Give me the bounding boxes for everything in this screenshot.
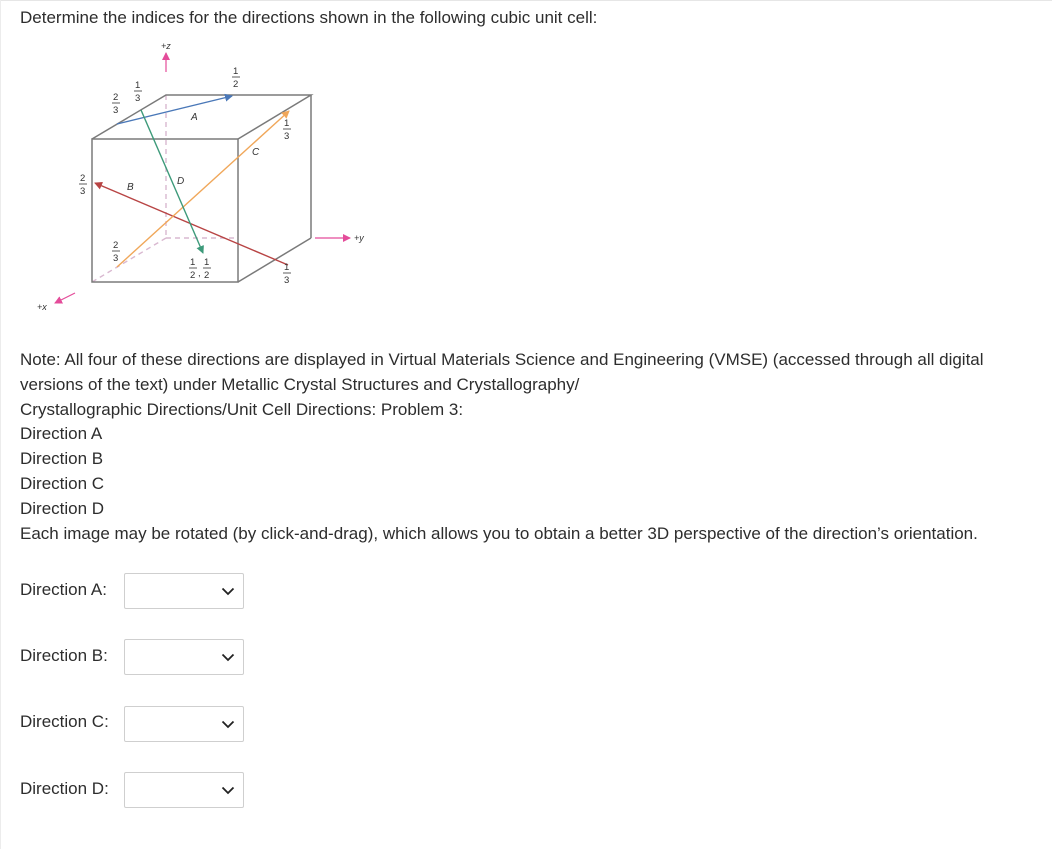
fraction-top-left-2-3 [112,92,120,116]
y-axis-label: +y [354,233,364,243]
fraction-denominator: 2 [233,79,239,90]
fraction-numerator: 2 [113,240,119,251]
direction-c-label: C [252,147,260,158]
direction-b-select[interactable] [124,639,244,675]
fraction-numerator: 1 [135,80,141,91]
fraction-denominator: 3 [284,275,290,286]
direction-c-select[interactable] [124,706,244,742]
left-border [0,0,1,849]
fraction-denominator: 3 [80,186,86,197]
fraction-top-half [232,66,240,90]
fraction-numerator: 2 [113,92,119,103]
direction-d-label: D [177,176,185,187]
fraction-numerator: 1 [284,118,290,129]
fraction-numerator: 1 [233,66,239,77]
fraction-denominator: 2 [204,270,210,281]
note-item-direction-a: Direction A [20,424,103,444]
fraction-numerator: 2 [80,173,86,184]
chevron-down-icon [221,653,235,662]
top-border [0,0,1052,1]
fraction-denominator: 2 [190,270,196,281]
fraction-right-1-3 [283,118,291,142]
direction-a-select[interactable] [124,573,244,609]
note-block [20,348,1030,546]
chevron-down-icon [221,720,235,729]
question-text: Determine the indices for the directions shown in the following cubic unit cell: [20,8,598,27]
direction-b-answer-label: Direction B: [20,646,108,665]
hidden-edge-depth [92,238,166,282]
chevron-down-icon [221,587,235,596]
note-item-direction-d: Direction D [20,498,105,518]
direction-d-answer-label: Direction D: [20,779,109,798]
note-line-1: Note: All four of these directions are displayed in Virtual Materials Science and Engineering (VMSE) (accessed through all digital [20,350,984,369]
direction-c-answer-label: Direction C: [20,712,109,731]
note-item-direction-c: Direction C [20,473,105,493]
direction-d-select[interactable] [124,772,244,808]
cube-top-face [92,95,311,139]
x-axis-label: +x [37,302,47,312]
note-line-2: versions of the text) under Metallic Crystal Structures and Crystallography/ [20,374,580,394]
fraction-bottom-half-half [189,257,211,281]
cube-edges [92,95,311,282]
fraction-front-2-3 [112,240,120,264]
direction-b-label: B [127,182,134,193]
direction-a-answer-label: Direction A: [20,580,107,599]
fraction-top-left-1-3 [134,80,142,104]
fraction-comma: , [198,268,201,279]
z-axis-label: +z [161,41,171,51]
fraction-bottom-1-3 [283,262,291,286]
fraction-denominator: 3 [135,93,141,104]
direction-b-arrow [95,183,288,265]
note-last-line: Each image may be rotated (by click-and-drag), which allows you to obtain a better 3D perspective of the direction’s orientation. [20,523,978,543]
fraction-numerator: 1 [284,262,290,273]
cubic-unit-cell-diagram[interactable] [30,32,390,322]
fraction-denominator: 3 [113,253,119,264]
axes [55,53,350,303]
chevron-down-icon [221,786,235,795]
fraction-denominator: 3 [113,105,119,116]
fraction-denominator: 3 [284,131,290,142]
x-axis-arrow [55,293,75,303]
fraction-numerator: 1 [190,257,196,268]
fraction-left-2-3 [79,173,87,197]
note-item-direction-b: Direction B [20,449,104,469]
note-line-3: Crystallographic Directions/Unit Cell Directions: Problem 3: [20,399,464,419]
direction-c-arrow [117,111,289,267]
fraction-numerator: 1 [204,257,210,268]
direction-a-label: A [191,112,198,123]
direction-d-arrow [141,110,203,253]
